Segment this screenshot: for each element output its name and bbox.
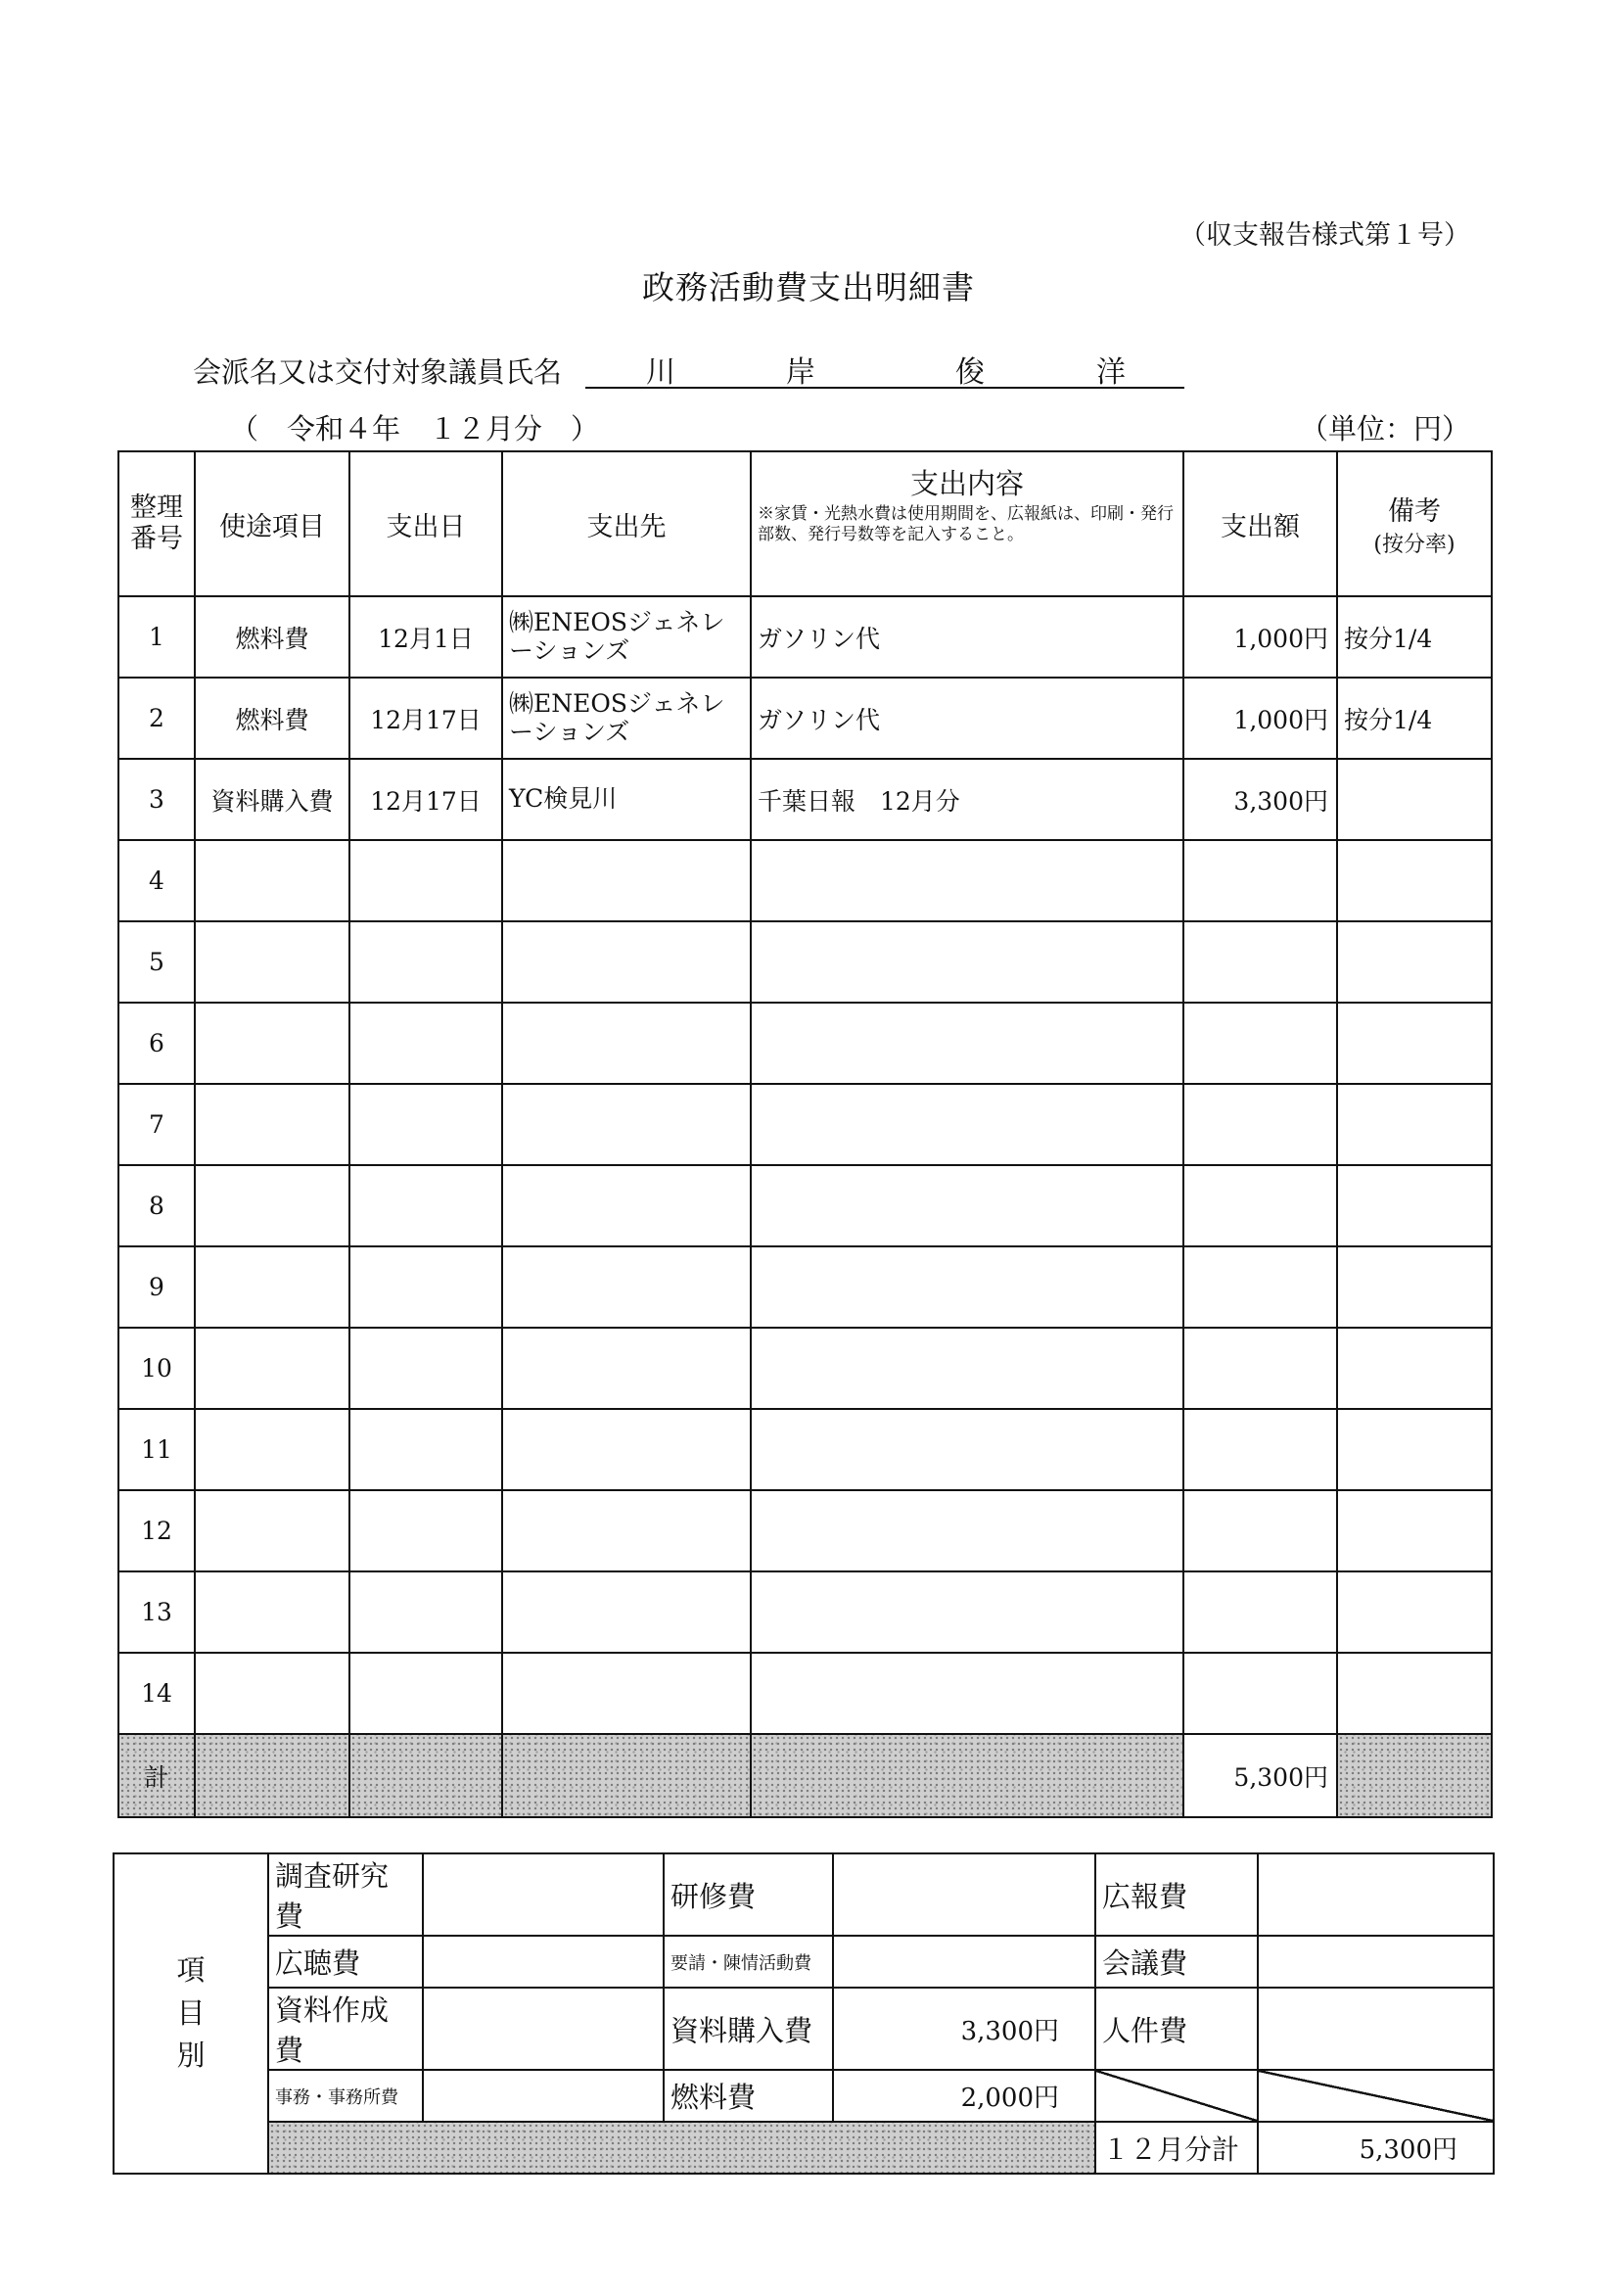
row-remarks: 按分1/4 — [1337, 596, 1492, 678]
summary-strikethrough-cell — [1258, 2070, 1494, 2122]
row-date — [349, 1409, 502, 1490]
row-payee — [502, 1490, 751, 1571]
row-payee — [502, 1003, 751, 1084]
summary-label-pr: 広報費 — [1095, 1853, 1258, 1936]
row-date — [349, 1490, 502, 1571]
member-name-char-3: 俊 — [955, 355, 985, 390]
table-row — [118, 1165, 1492, 1246]
row-payee: YC検見川 — [502, 759, 751, 840]
summary-amount-personnel — [1258, 1988, 1494, 2070]
row-content — [751, 1165, 1183, 1246]
summary-label-petition: 要請・陳情活動費 — [664, 1936, 833, 1988]
table-row — [118, 596, 1492, 678]
row-amount — [1183, 840, 1337, 921]
row-content — [751, 1328, 1183, 1409]
summary-amount-pr — [1258, 1853, 1494, 1936]
row-content — [751, 840, 1183, 921]
row-category — [195, 1571, 349, 1653]
row-content: 千葉日報 12月分 — [751, 759, 1183, 840]
summary-month-total-label: １２月分計 — [1095, 2122, 1258, 2174]
header-number: 整理番号 — [118, 451, 195, 596]
row-number: 13 — [118, 1571, 195, 1653]
row-number: 11 — [118, 1409, 195, 1490]
row-date — [349, 1246, 502, 1328]
row-payee — [502, 1409, 751, 1490]
header-remarks-title: 備考 — [1388, 496, 1441, 527]
row-remarks — [1337, 1653, 1492, 1734]
header-category: 使途項目 — [195, 451, 349, 596]
row-category — [195, 1003, 349, 1084]
row-content: ガソリン代 — [751, 678, 1183, 759]
table-row — [118, 1328, 1492, 1409]
summary-label-fuel: 燃料費 — [664, 2070, 833, 2122]
table-row — [118, 759, 1492, 840]
row-amount — [1183, 1653, 1337, 1734]
summary-row — [114, 2070, 1494, 2122]
row-amount — [1183, 1409, 1337, 1490]
row-content — [751, 1084, 1183, 1165]
row-amount — [1183, 1328, 1337, 1409]
row-number: 9 — [118, 1246, 195, 1328]
row-payee — [502, 1653, 751, 1734]
total-shaded-cell — [1337, 1734, 1492, 1817]
total-label: 計 — [118, 1734, 195, 1817]
row-remarks — [1337, 1409, 1492, 1490]
member-name-char-1: 川 — [646, 355, 675, 390]
table-row — [118, 1003, 1492, 1084]
summary-amount-materials-purchase: 3,300円 — [833, 1988, 1095, 2070]
row-date: 12月1日 — [349, 596, 502, 678]
document-title: 政務活動費支出明細書 — [642, 268, 975, 306]
total-shaded-cell — [195, 1734, 349, 1817]
row-number: 7 — [118, 1084, 195, 1165]
row-category — [195, 1246, 349, 1328]
row-category — [195, 1653, 349, 1734]
row-payee — [502, 1571, 751, 1653]
row-remarks — [1337, 1165, 1492, 1246]
row-content — [751, 1409, 1183, 1490]
row-category — [195, 1165, 349, 1246]
row-amount — [1183, 1246, 1337, 1328]
row-payee — [502, 1246, 751, 1328]
row-content — [751, 1246, 1183, 1328]
row-remarks — [1337, 1003, 1492, 1084]
member-name-field — [585, 348, 1184, 389]
row-payee — [502, 1328, 751, 1409]
summary-amount-meeting — [1258, 1936, 1494, 1988]
summary-label-materials-purchase: 資料購入費 — [664, 1988, 833, 2070]
summary-amount-fuel: 2,000円 — [833, 2070, 1095, 2122]
row-date — [349, 1084, 502, 1165]
header-date: 支出日 — [349, 451, 502, 596]
table-header-row — [118, 451, 1492, 596]
row-remarks — [1337, 759, 1492, 840]
summary-amount-materials-creation — [423, 1988, 664, 2070]
summary-amount-training — [833, 1853, 1095, 1936]
row-category — [195, 1084, 349, 1165]
summary-label-training: 研修費 — [664, 1853, 833, 1936]
header-payee: 支出先 — [502, 451, 751, 596]
summary-strikethrough-cell — [1095, 2070, 1258, 2122]
row-payee: ㈱ENEOSジェネレーションズ — [502, 596, 751, 678]
row-date: 12月17日 — [349, 678, 502, 759]
form-number: （収支報告様式第１号） — [1179, 220, 1470, 251]
row-payee — [502, 1165, 751, 1246]
row-payee: ㈱ENEOSジェネレーションズ — [502, 678, 751, 759]
header-remarks — [1337, 451, 1492, 596]
row-amount: 1,000円 — [1183, 678, 1337, 759]
row-amount — [1183, 1003, 1337, 1084]
table-row — [118, 678, 1492, 759]
row-remarks — [1337, 1246, 1492, 1328]
row-number: 1 — [118, 596, 195, 678]
summary-label-meeting: 会議費 — [1095, 1936, 1258, 1988]
header-remarks-sub: (按分率) — [1373, 533, 1455, 557]
name-label: 会派名又は交付対象議員氏名 — [193, 355, 563, 389]
row-category: 燃料費 — [195, 596, 349, 678]
header-amount: 支出額 — [1183, 451, 1337, 596]
row-remarks — [1337, 921, 1492, 1003]
row-category — [195, 1490, 349, 1571]
table-row — [118, 1246, 1492, 1328]
row-payee — [502, 921, 751, 1003]
member-name-char-4: 洋 — [1096, 355, 1126, 390]
total-shaded-cell — [349, 1734, 502, 1817]
expenditure-table — [117, 450, 1493, 1818]
summary-label-materials-creation: 資料作成費 — [268, 1988, 423, 2070]
summary-amount-research — [423, 1853, 664, 1936]
summary-row — [114, 2122, 1494, 2174]
row-date — [349, 1571, 502, 1653]
row-category: 資料購入費 — [195, 759, 349, 840]
row-payee — [502, 840, 751, 921]
row-date — [349, 1165, 502, 1246]
table-row — [118, 840, 1492, 921]
row-date — [349, 1653, 502, 1734]
summary-row — [114, 1853, 1494, 1936]
row-category — [195, 921, 349, 1003]
row-amount — [1183, 1084, 1337, 1165]
table-row — [118, 921, 1492, 1003]
summary-label-personnel: 人件費 — [1095, 1988, 1258, 2070]
row-number: 12 — [118, 1490, 195, 1571]
row-amount — [1183, 1490, 1337, 1571]
summary-amount-office — [423, 2070, 664, 2122]
unit-label: （単位：円） — [1299, 412, 1470, 445]
row-date: 12月17日 — [349, 759, 502, 840]
summary-category-label: 項目別 — [114, 1853, 268, 2174]
summary-shaded-cell — [268, 2122, 1095, 2174]
total-shaded-cell — [751, 1734, 1183, 1817]
row-content — [751, 921, 1183, 1003]
table-row — [118, 1490, 1492, 1571]
table-row — [118, 1409, 1492, 1490]
row-content: ガソリン代 — [751, 596, 1183, 678]
row-date — [349, 1003, 502, 1084]
summary-row — [114, 1936, 1494, 1988]
row-number: 2 — [118, 678, 195, 759]
row-number: 8 — [118, 1165, 195, 1246]
header-content-title: 支出内容 — [909, 467, 1024, 500]
category-summary-table — [113, 1852, 1495, 2175]
row-amount: 1,000円 — [1183, 596, 1337, 678]
summary-label-research: 調査研究費 — [268, 1853, 423, 1936]
row-remarks: 按分1/4 — [1337, 678, 1492, 759]
row-category — [195, 1409, 349, 1490]
row-number: 6 — [118, 1003, 195, 1084]
row-content — [751, 1653, 1183, 1734]
row-amount: 3,300円 — [1183, 759, 1337, 840]
row-category: 燃料費 — [195, 678, 349, 759]
total-shaded-cell — [502, 1734, 751, 1817]
table-row — [118, 1571, 1492, 1653]
summary-amount-petition — [833, 1936, 1095, 1988]
row-content — [751, 1490, 1183, 1571]
row-number: 5 — [118, 921, 195, 1003]
member-name-char-2: 岸 — [786, 355, 815, 390]
row-date — [349, 921, 502, 1003]
total-row — [118, 1734, 1492, 1817]
row-number: 3 — [118, 759, 195, 840]
row-amount — [1183, 1165, 1337, 1246]
row-remarks — [1337, 840, 1492, 921]
header-content-note: ※家賃・光熱水費は使用期間を、広報紙は、印刷・発行部数、発行号数等を記入すること。 — [758, 504, 1174, 544]
row-date — [349, 1328, 502, 1409]
row-amount — [1183, 1571, 1337, 1653]
row-category — [195, 840, 349, 921]
row-content — [751, 1003, 1183, 1084]
table-row — [118, 1653, 1492, 1734]
report-period: （ 令和４年 １２月分 ） — [230, 412, 600, 445]
summary-amount-hearing — [423, 1936, 664, 1988]
row-number: 4 — [118, 840, 195, 921]
summary-row — [114, 1988, 1494, 2070]
summary-month-total-amount: 5,300円 — [1258, 2122, 1494, 2174]
row-category — [195, 1328, 349, 1409]
row-remarks — [1337, 1084, 1492, 1165]
header-content — [751, 451, 1183, 596]
row-remarks — [1337, 1328, 1492, 1409]
row-remarks — [1337, 1490, 1492, 1571]
row-number: 10 — [118, 1328, 195, 1409]
row-amount — [1183, 921, 1337, 1003]
table-row — [118, 1084, 1492, 1165]
row-number: 14 — [118, 1653, 195, 1734]
row-date — [349, 840, 502, 921]
row-content — [751, 1571, 1183, 1653]
total-amount: 5,300円 — [1183, 1734, 1337, 1817]
row-remarks — [1337, 1571, 1492, 1653]
summary-label-hearing: 広聴費 — [268, 1936, 423, 1988]
summary-label-office: 事務・事務所費 — [268, 2070, 423, 2122]
row-payee — [502, 1084, 751, 1165]
